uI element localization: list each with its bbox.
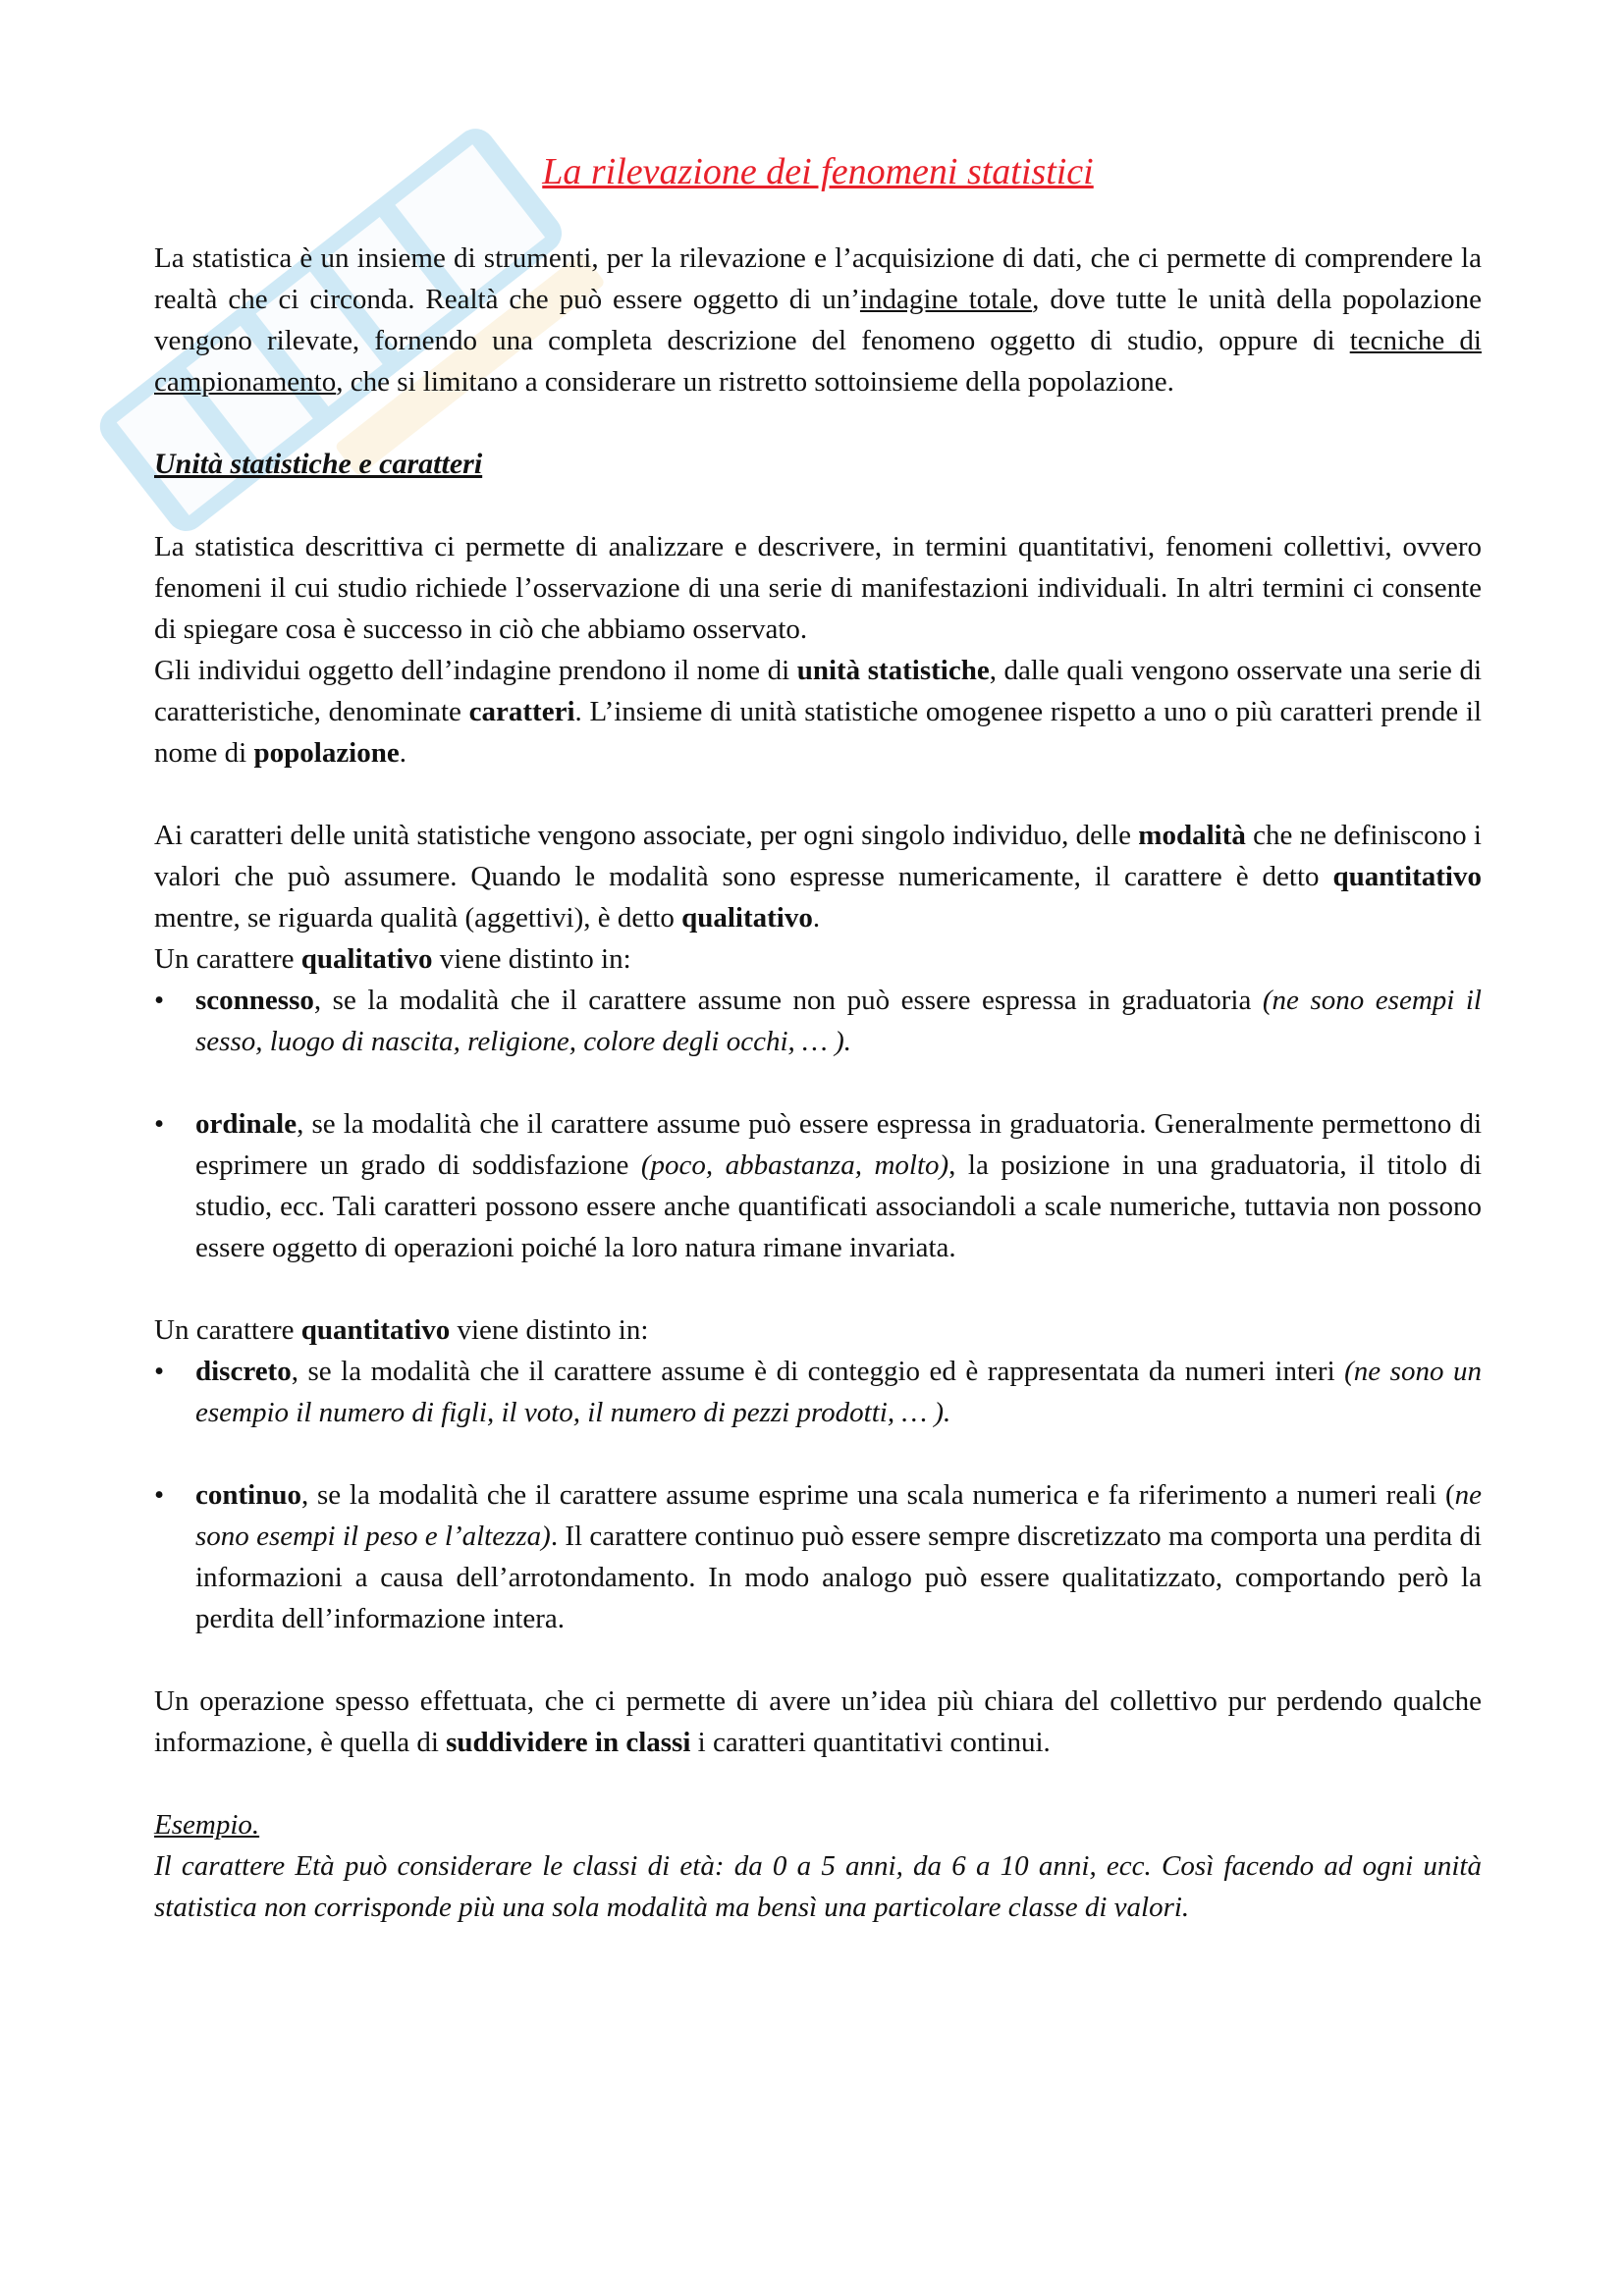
campionamento-term: tecniche di campionamento	[154, 325, 1482, 398]
classes-paragraph: Un operazione spesso effettuata, che ci permette di avere un’idea più chiara del collettivo pur perdendo qualche informazione, è quella di suddividere in classi i caratteri quantitativi continui.	[154, 1685, 1482, 1758]
bullet-icon: •	[154, 1108, 165, 1140]
page-title: La rilevazione dei fenomeni statistici	[542, 151, 1094, 192]
indagine-totale-term: indagine totale	[859, 284, 1033, 315]
bullet-icon: •	[154, 1356, 165, 1387]
section-heading: Unità statistiche e caratteri	[154, 448, 483, 480]
qualitative-intro: Un carattere qualitativo viene distinto in:	[154, 943, 631, 975]
document-page	[154, 147, 1482, 1928]
example-label: Esempio.	[154, 1809, 260, 1841]
quantitative-list	[154, 1351, 1482, 1639]
list-item: • continuo, se la modalità che il carattere assume esprime una scala numerica e fa riferimento a numeri reali (ne sono esempi il peso e l’altezza). Il carattere continuo può essere sempre discretizzato ma comporta una perdita di informazioni a causa dell’arrotondamento. In modo analogo può essere qualitatizzato, comportando però la perdita dell’informazione intera.	[154, 1474, 1482, 1639]
list-item: • discreto, se la modalità che il carattere assume è di conteggio ed è rappresentata da numeri interi (ne sono un esempio il numero di figli, il voto, il numero di pezzi prodotti, … ).	[154, 1351, 1482, 1433]
units-paragraph: Gli individui oggetto dell’indagine prendono il nome di unità statistiche, dalle quali vengono osservate una serie di caratteristiche, denominate caratteri. L’insieme di unità statistiche omogenee rispetto a uno o più caratteri prende il nome di popolazione.	[154, 655, 1483, 769]
descriptive-paragraph: La statistica descrittiva ci permette di analizzare e descrivere, in termini quantitativi, fenomeni collettivi, ovvero fenomeni il cui studio richiede l’osservazione di una serie di manifestazioni individuali. In altri termini ci consente di spiegare cosa è successo in ciò che abbiamo osservato.	[154, 531, 1482, 645]
list-item: • ordinale, se la modalità che il carattere assume può essere espressa in graduatoria. Generalmente permettono di esprimere un grado di soddisfazione (poco, abbastanza, molto), la posizione in una graduatoria, il titolo di studio, ecc. Tali caratteri possono essere anche quantificati associandoli a scale numeriche, tuttavia non possono essere oggetto di operazioni poiché la loro natura rimane invariata.	[154, 1103, 1482, 1268]
qualitative-list	[154, 980, 1482, 1268]
intro-paragraph: La statistica è un insieme di strumenti, per la rilevazione e l’acquisizione di dati, che ci permette di comprendere la realtà che ci circonda. Realtà che può essere oggetto di un’indagine totale, dove tutte le unità della popolazione vengono rilevate, fornendo una completa descrizione del fenomeno oggetto di studio, oppure di tecniche di campionamento, che si limitano a considerare un ristretto sottoinsieme della popolazione.	[154, 242, 1482, 398]
modalities-paragraph: Ai caratteri delle unità statistiche vengono associate, per ogni singolo individuo, delle modalità che ne definiscono i valori che può assumere. Quando le modalità sono espresse numericamente, il carattere è detto quantitativo mentre, se riguarda qualità (aggettivi), è detto qualitativo.	[154, 820, 1482, 934]
list-item: • sconnesso, se la modalità che il carattere assume non può essere espressa in graduatoria (ne sono esempi il sesso, luogo di nascita, religione, colore degli occhi, … ).	[154, 980, 1482, 1062]
bullet-icon: •	[154, 985, 165, 1016]
quantitative-intro: Un carattere quantitativo viene distinto in:	[154, 1314, 649, 1346]
bullet-icon: •	[154, 1479, 165, 1511]
example-text: Il carattere Età può considerare le classi di età: da 0 a 5 anni, da 6 a 10 anni, ecc. Così facendo ad ogni unità statistica non corrisponde più una sola modalità ma bensì una particolare classe di valori.	[154, 1850, 1482, 1923]
